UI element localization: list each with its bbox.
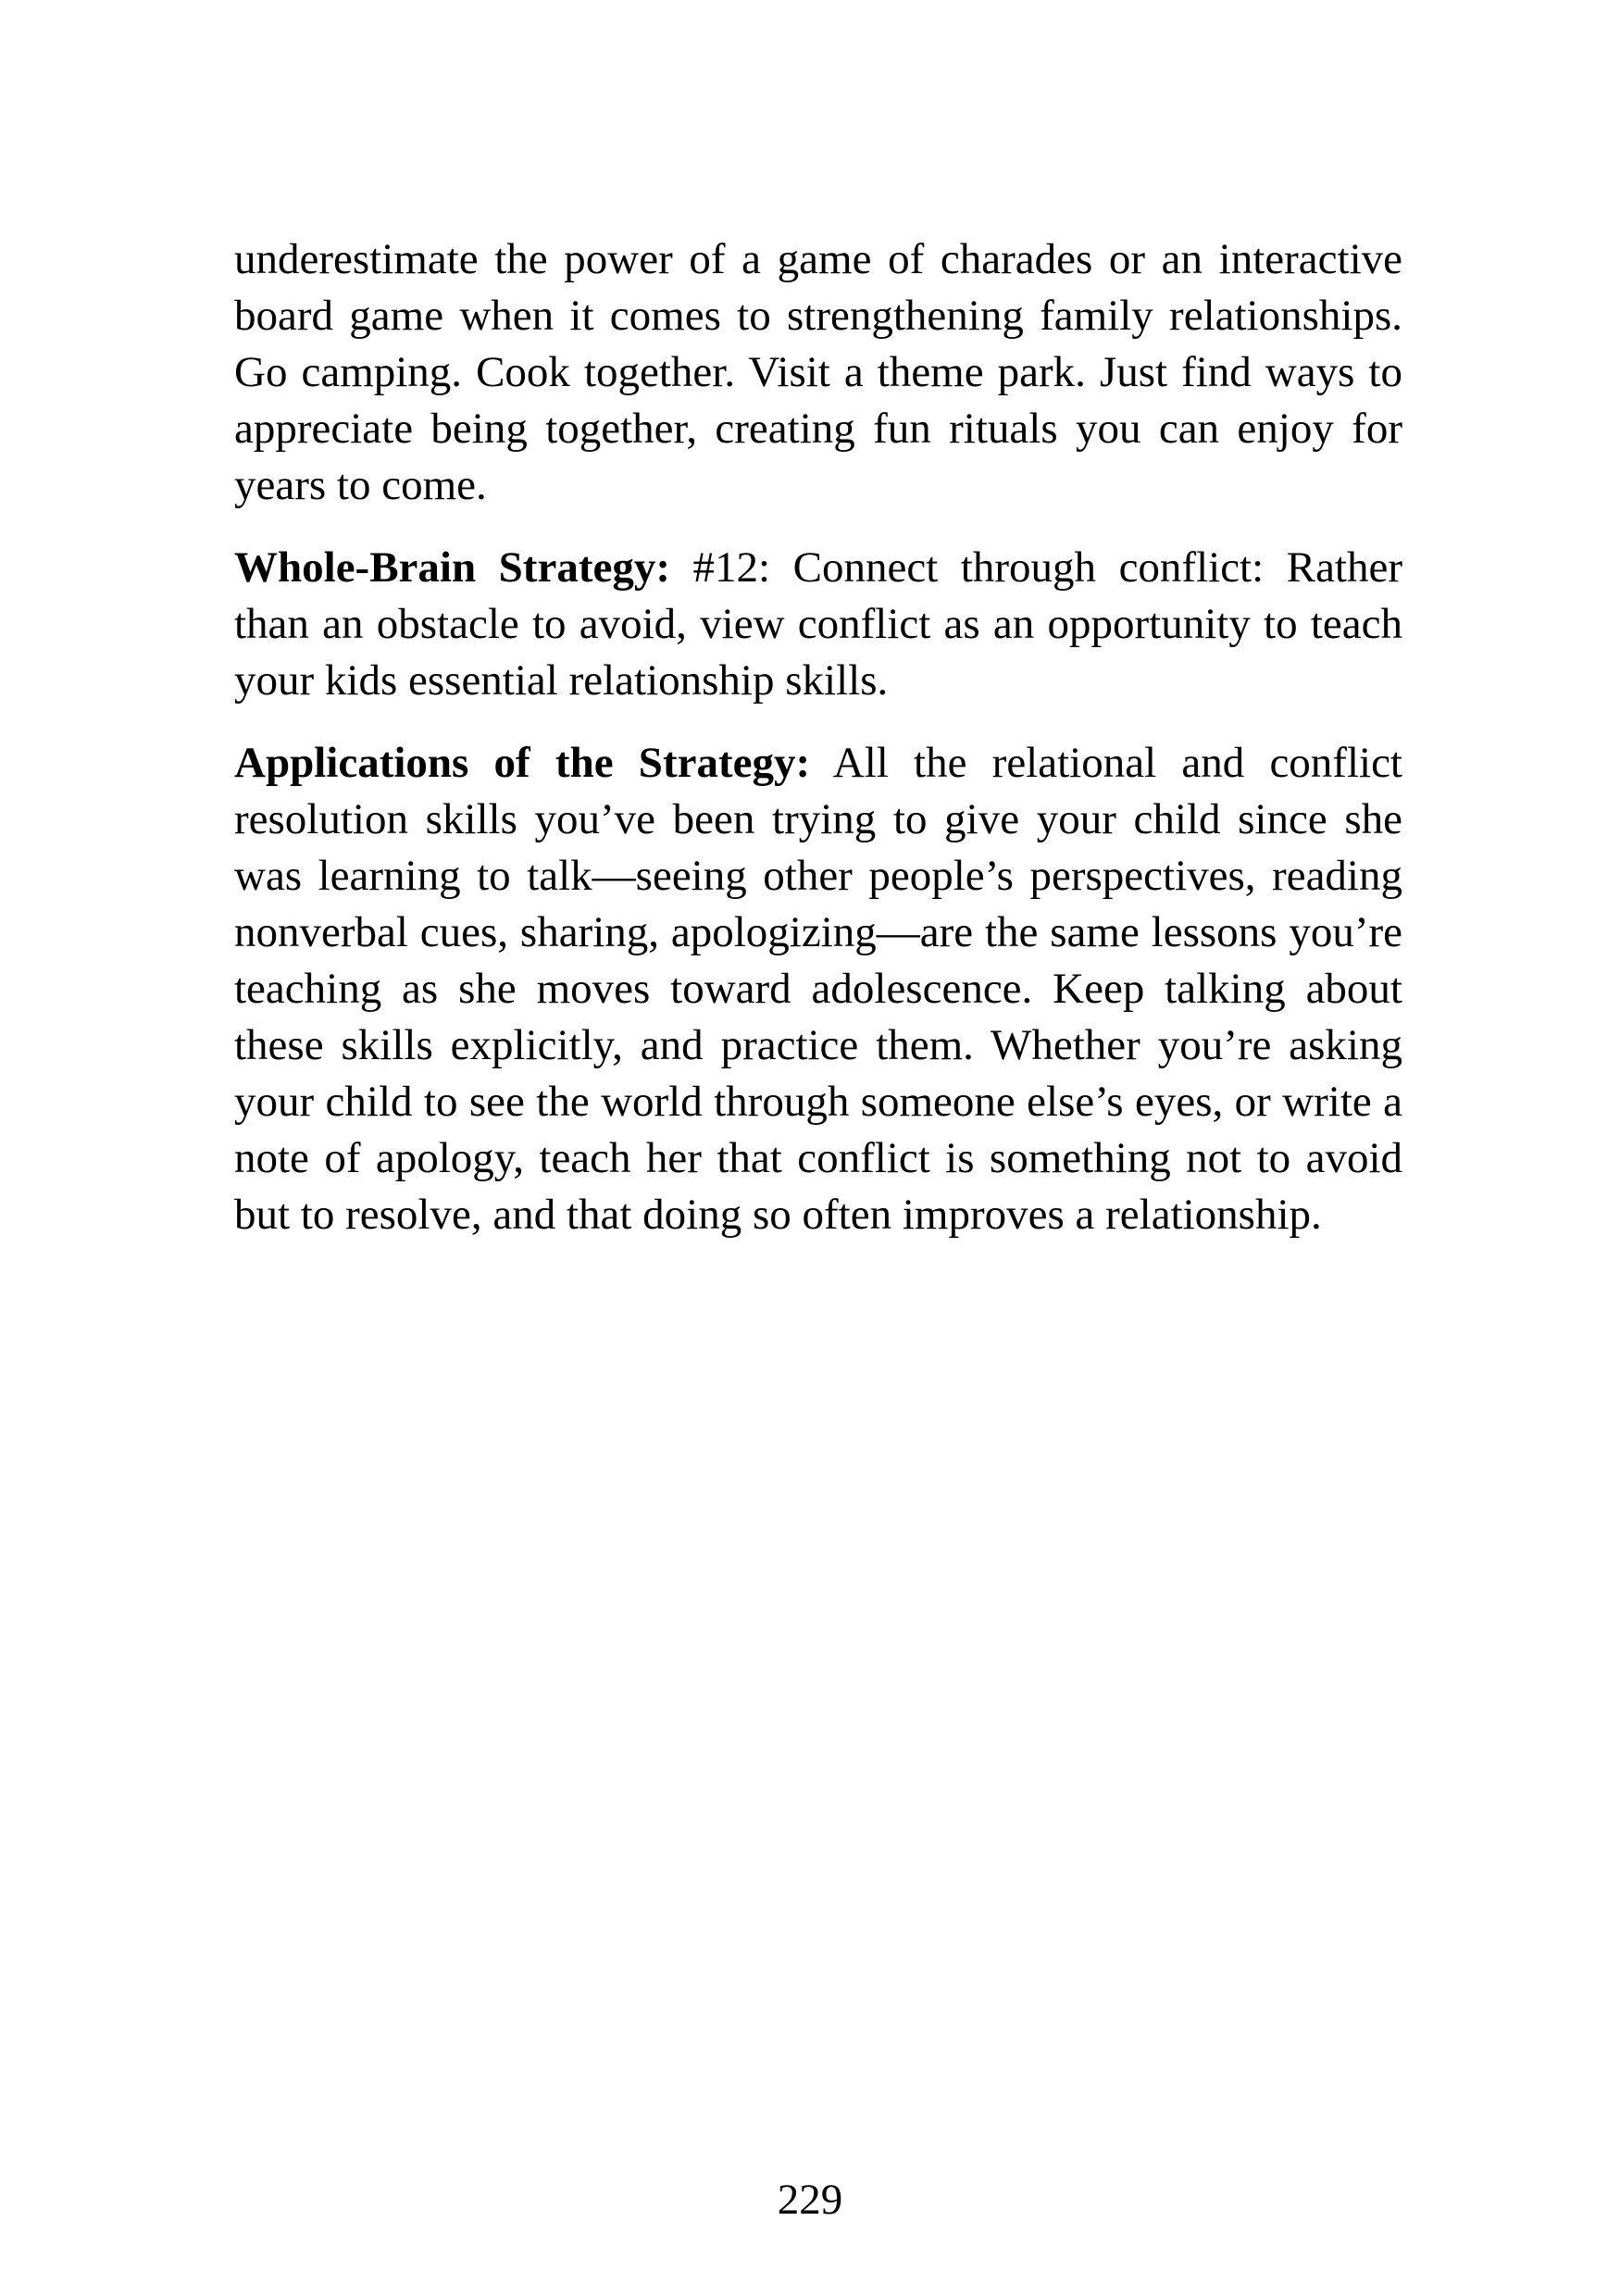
page-number: 229 (777, 2176, 843, 2224)
paragraph-continuation (234, 231, 1402, 514)
paragraph-text: underestimate the power of a game of charades or an interactive board game when it comes to strengthening family relationships. Go camping. Cook together. Visit a theme park. Just find ways to appreciate being together, creating fun rituals you can enjoy for years to come. (234, 235, 1402, 509)
page-body (234, 231, 1402, 1269)
paragraph-lead: Whole-Brain Strategy: (234, 543, 670, 592)
paragraph-whole-brain-strategy (234, 540, 1402, 709)
paragraph-lead: Applications of the Strategy: (234, 739, 811, 787)
paragraph-text: #12: Connect through conflict: Rather than an obstacle to avoid, view conflict as an opportunity to teach your kids essential relationship skills. (234, 543, 1402, 705)
paragraph-text: All the relational and conflict resolution skills you’ve been trying to give your child since she was learning to talk—seeing other people’s perspectives, reading nonverbal cues, sharing, apologizing—are the same lessons you’re teaching as she moves toward adolescence. Keep talking about these skills explicitly, and practice them. Whether you’re asking your child to see the world through someone else’s eyes, or write a note of apology, teach her that conflict is something not to avoid but to resolve, and that doing so often improves a relationship. (234, 739, 1402, 1239)
paragraph-applications (234, 735, 1402, 1243)
